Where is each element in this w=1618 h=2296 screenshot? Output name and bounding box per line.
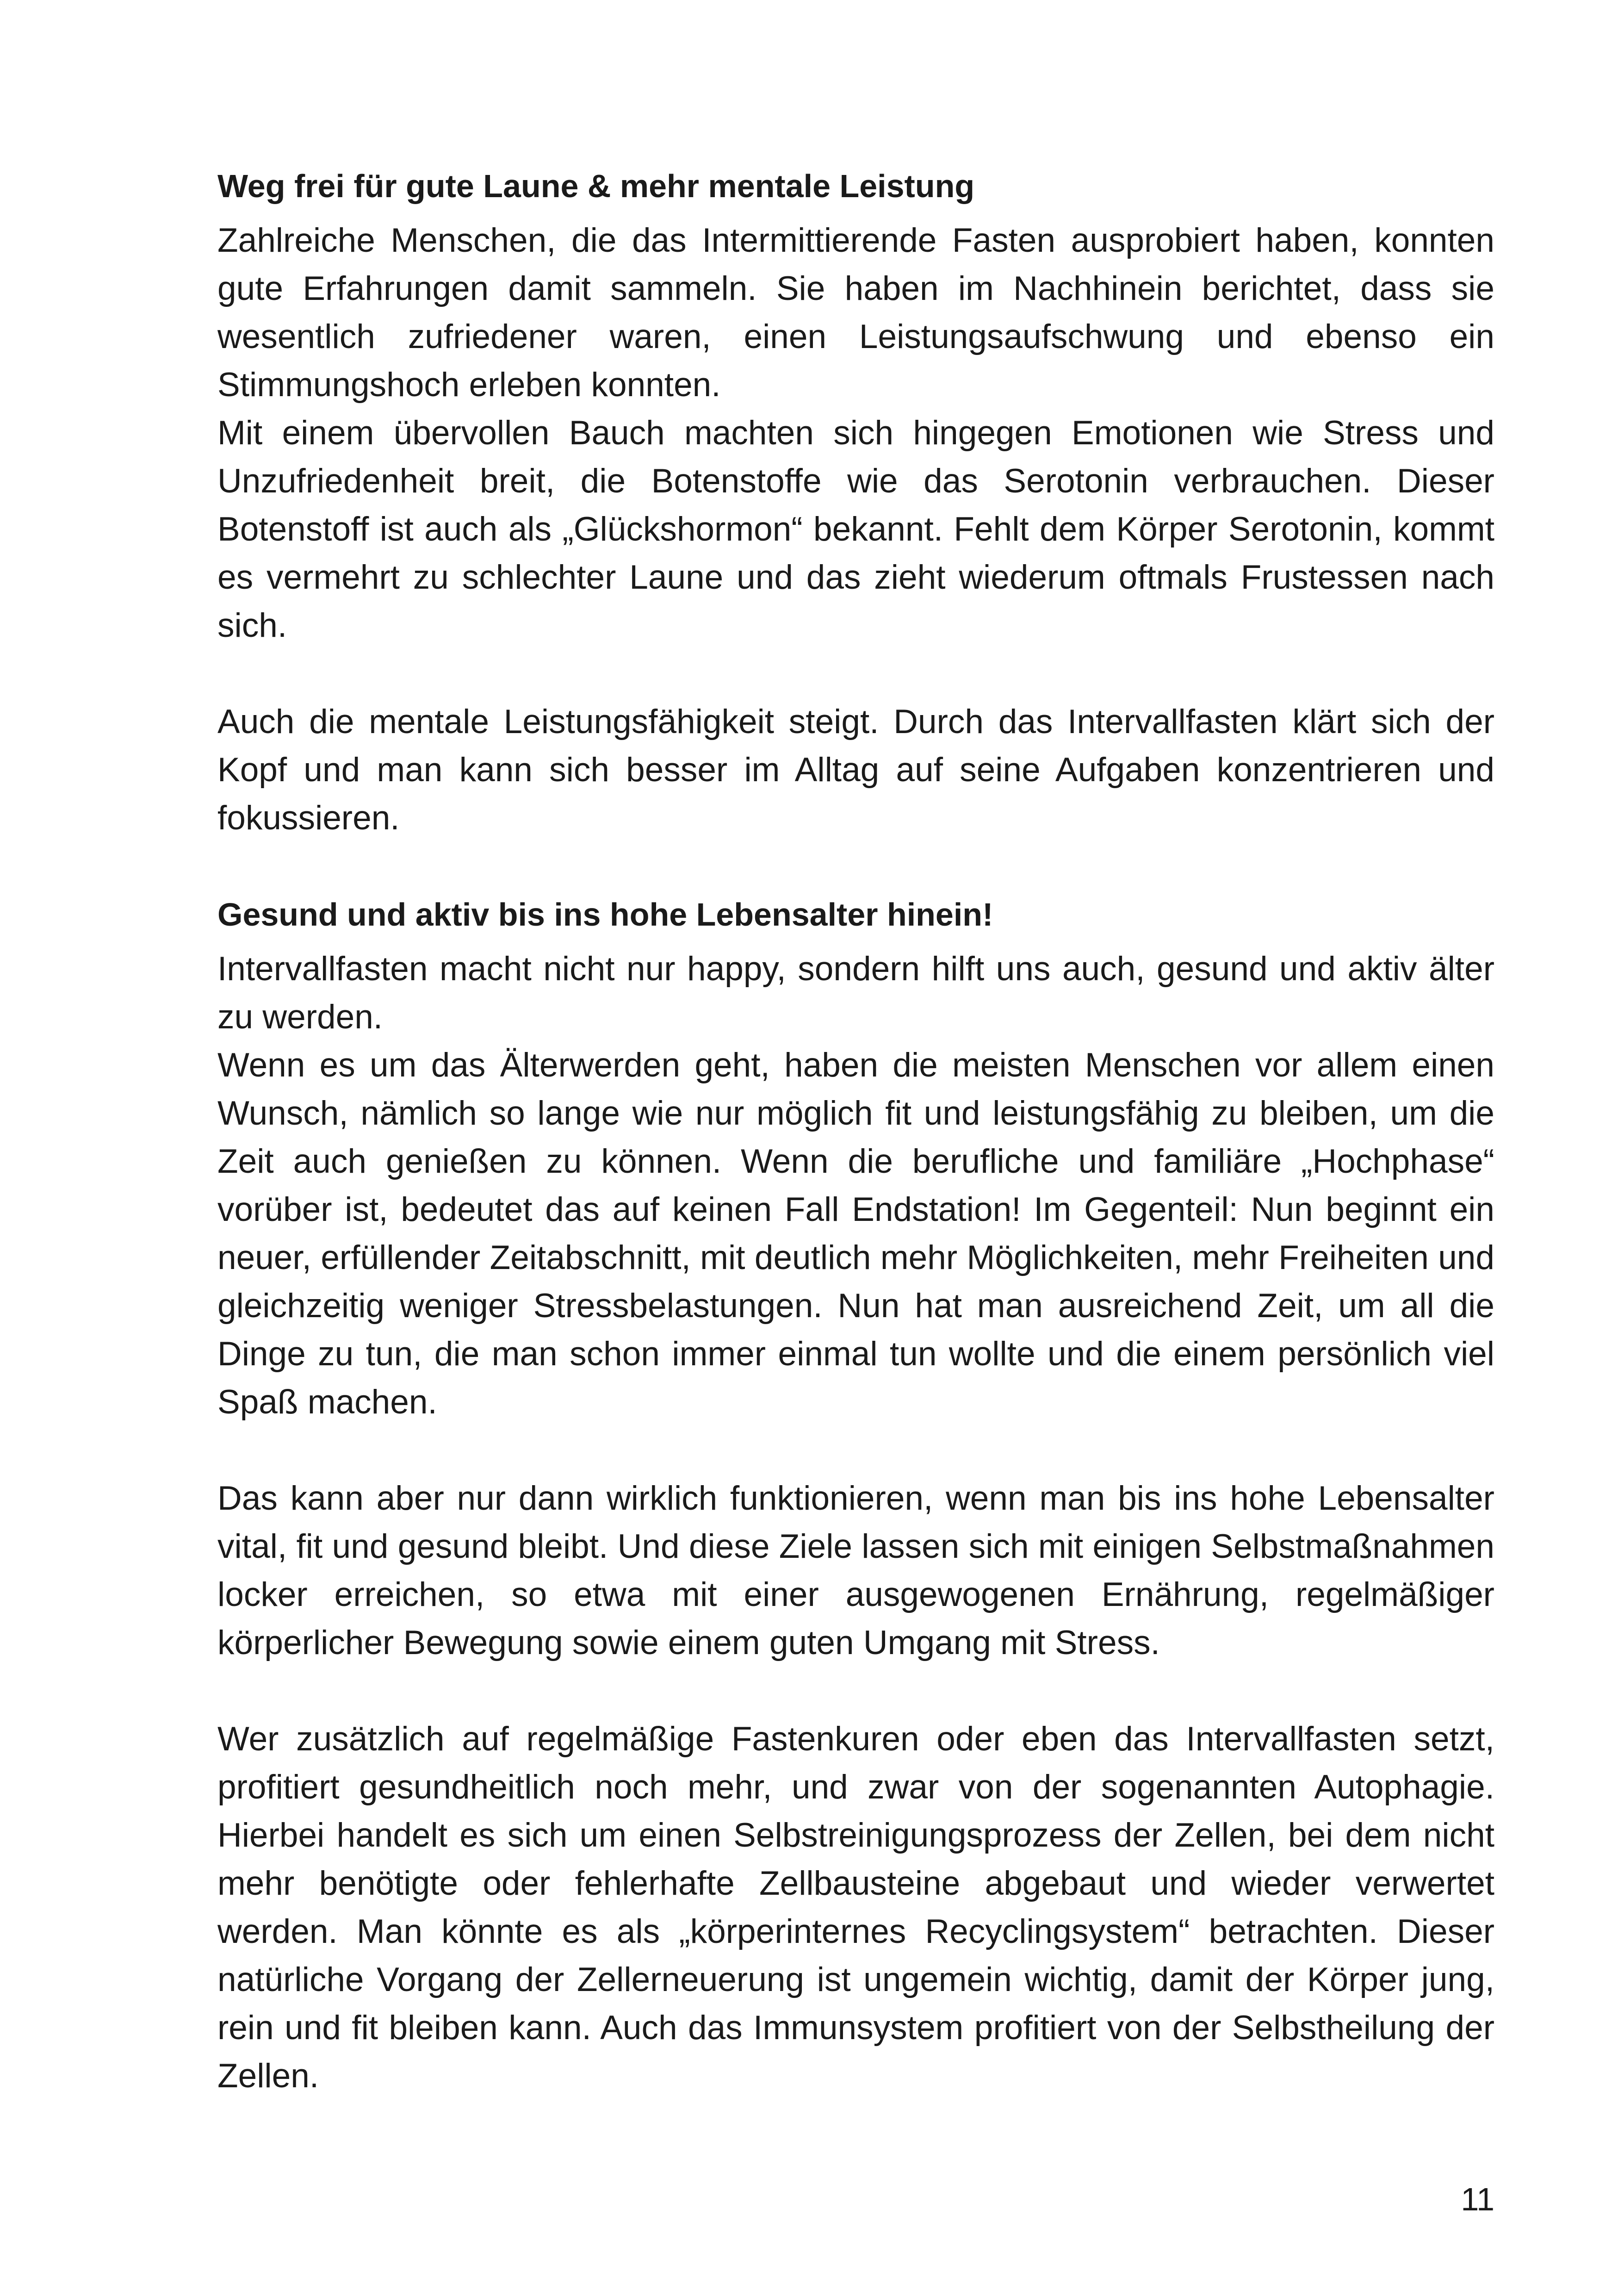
paragraph: Intervallfasten macht nicht nur happy, sondern hilft uns auch, gesund und aktiv älter zu werden. — [217, 950, 1494, 1036]
page-number: 11 — [1461, 2181, 1494, 2217]
paragraph-gap — [217, 1667, 1494, 1715]
paragraph-gap — [217, 1426, 1494, 1475]
section-heading-gesund-aktiv: Gesund und aktiv bis ins hohe Lebensalter hinein! — [217, 896, 993, 933]
paragraph: Mit einem übervollen Bauch machten sich hingegen Emotionen wie Stress und Unzufriedenheit breit, die Botenstoffe wie das Serotonin verbrauchen. Dieser Botenstoff ist auch als „Glückshormon“ bekannt. Fehlt dem Körper Serotonin, kommt es vermehrt zu schlechter Laune und das zieht wiederum oftmals Frustessen nach sich. — [217, 414, 1494, 644]
section-gap — [217, 842, 1494, 890]
paragraph: Das kann aber nur dann wirklich funktionieren, wenn man bis ins hohe Lebensalter vital, fit und gesund bleibt. Und diese Ziele lassen sich mit einigen Selbstmaßnahmen locker erreichen, so etwa mit einer ausgewogenen Ernährung, regelmäßiger körperlicher Bewegung sowie einem guten Umgang mit Stress. — [217, 1480, 1494, 1661]
paragraph: Wenn es um das Älterwerden geht, haben die meisten Menschen vor allem einen Wunsch, nämlich so lange wie nur möglich fit und leistungsfähig zu bleiben, um die Zeit auch genießen zu können. Wenn die berufliche und familiäre „Hochphase“ vorüber ist, bedeutet das auf keinen Fall Endstation! Im Gegenteil: Nun beginnt ein neuer, erfüllender Zeitabschnitt, mit deutlich mehr Möglichkeiten, mehr Freiheiten und gleichzeitig weniger Stressbelastungen. Nun hat man ausreichend Zeit, um all die Dinge zu tun, die man schon immer einmal tun wollte und die einem persönlich viel Spaß machen. — [217, 1046, 1494, 1421]
paragraph: Zahlreiche Menschen, die das Intermittierende Fasten ausprobiert haben, konnten gute Erfahrungen damit sammeln. Sie haben im Nachhinein berichtet, dass sie wesentlich zufriedener waren, einen Leistungsaufschwung und ebenso ein Stimmungshoch erleben konnten. — [217, 222, 1494, 404]
page-content — [217, 162, 1494, 2100]
paragraph: Auch die mentale Leistungsfähigkeit steigt. Durch das Intervallfasten klärt sich der Kopf und man kann sich besser im Alltag auf seine Aufgaben konzentrieren und fokussieren. — [217, 703, 1494, 837]
paragraph-gap — [217, 650, 1494, 698]
paragraph: Wer zusätzlich auf regelmäßige Fastenkuren oder eben das Intervallfasten setzt, profitiert gesundheitlich noch mehr, und zwar von der sogenannten Autophagie. Hierbei handelt es sich um einen Selbstreinigungsprozess der Zellen, bei dem nicht mehr benötigte oder fehlerhafte Zellbausteine abgebaut und wieder verwertet werden. Man könnte es als „körperinternes Recyclingsystem“ betrachten. Dieser natürliche Vorgang der Zellerneuerung ist ungemein wichtig, damit der Körper jung, rein und fit bleiben kann. Auch das Immunsystem profitiert von der Selbstheilung der Zellen. — [217, 1720, 1494, 2095]
section-heading-gute-laune: Weg frei für gute Laune & mehr mentale Leistung — [217, 168, 975, 204]
